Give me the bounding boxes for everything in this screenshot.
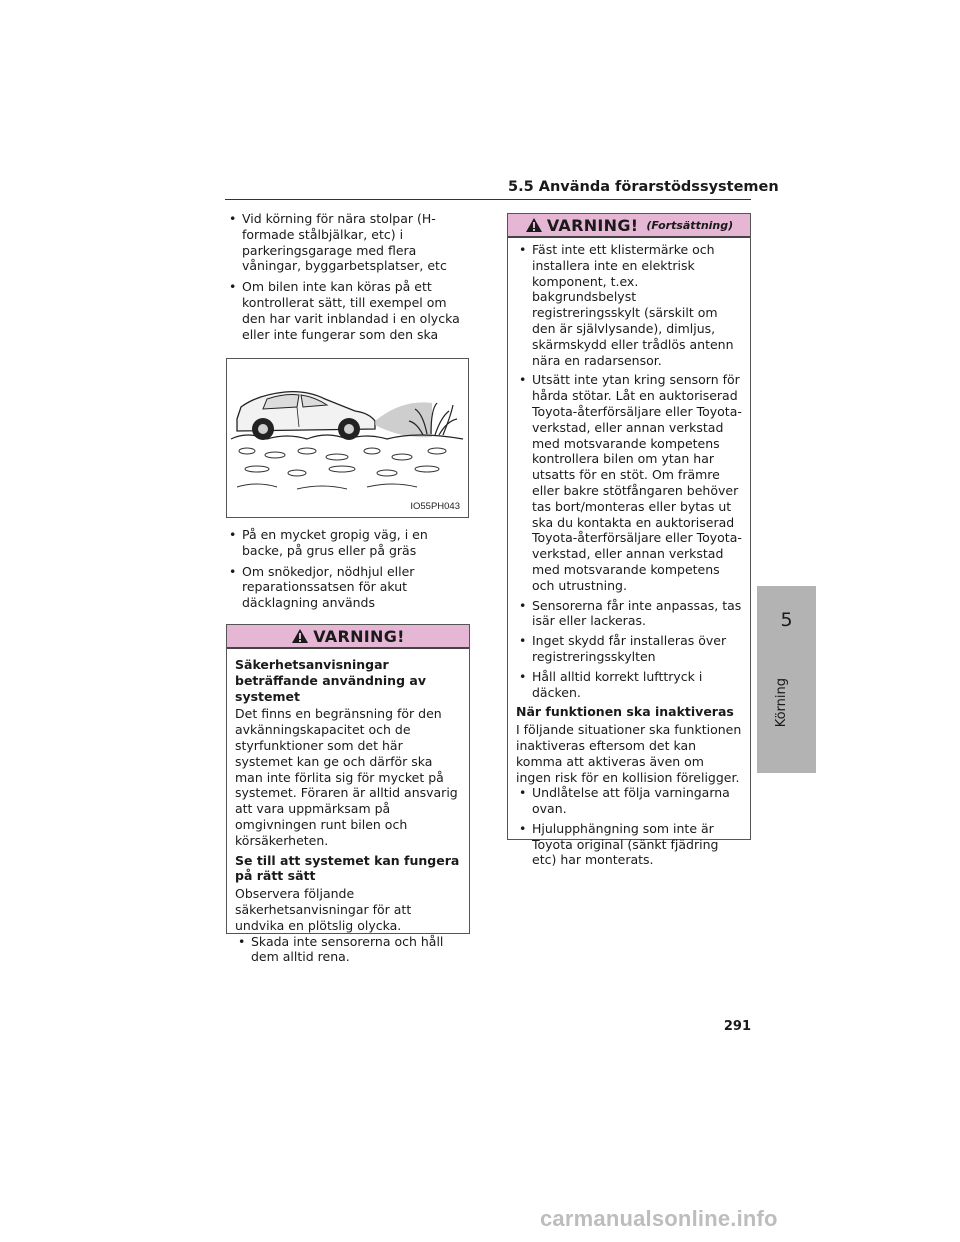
warning-triangle-icon <box>291 628 309 644</box>
warning-title: VARNING! <box>546 215 639 235</box>
bullet-list-bottom <box>226 527 470 616</box>
figure-car-rough-road <box>226 358 469 518</box>
car-illustration <box>227 359 468 517</box>
list-item: • Om bilen inte kan köras på ett kontrollerat sätt, till exempel om den har varit inblandad i en olycka eller inte fungerar som den ska <box>226 279 470 342</box>
header-rule <box>225 199 751 200</box>
warning-paragraph: I följande situationer ska funktionen inaktiveras eftersom det kan komma att aktiveras även om ingen risk för en kollision föreligger. <box>516 722 742 785</box>
list-item: • Hjulupphängning som inte är Toyota original (sänkt fjädring etc) har monterats. <box>516 821 742 868</box>
warning-paragraph: Observera följande säkerhetsanvisningar för att undvika en plötslig olycka. <box>235 886 412 933</box>
page-number: 291 <box>723 1019 751 1034</box>
figure-code: IO55PH043 <box>410 501 460 512</box>
warning-box-left <box>226 624 470 965</box>
list-item: • Håll alltid korrekt lufttryck i däcken. <box>516 669 742 701</box>
bullet-list-top <box>226 211 470 347</box>
list-item: • Inget skydd får installeras över registreringsskylten <box>516 633 742 665</box>
chapter-label: Körning <box>774 678 789 728</box>
warning-bullets <box>516 785 742 868</box>
list-item: • Om snökedjor, nödhjul eller reparationssatsen för akut däcklagning används <box>226 564 470 611</box>
warning-heading: När funktionen ska inaktiveras <box>516 704 734 720</box>
warning-triangle-icon <box>525 217 543 233</box>
warning-heading: Säkerhetsanvisningar beträffande användning av systemet <box>235 657 426 704</box>
list-item: • Undlåtelse att följa varningarna ovan. <box>516 785 742 817</box>
warning-title: VARNING! <box>313 626 405 646</box>
warning-bullets <box>235 934 461 966</box>
section-title: 5.5 Använda förarstödssystemen <box>508 179 779 195</box>
warning-header <box>227 625 469 649</box>
list-item: • Sensorerna får inte anpassas, tas isär eller lackeras. <box>516 598 742 630</box>
list-item: • Utsätt inte ytan kring sensorn för hårda stötar. Låt en auktoriserad Toyota-återförsäljare eller Toyota-verkstad, eller annan verkstad med motsvarande kompetens kontrollera bilen om ytan har utsatts för en stöt. Om främre eller bakre stötfångaren behöver tas bort/monteras eller bytas ut ska du kontakta en auktoriserad Toyota-återförsäljare eller Toyota-verkstad, eller annan verkstad med motsvarande kompetens och utrustning. <box>516 372 742 593</box>
list-item: • Skada inte sensorerna och håll dem alltid rena. <box>235 934 461 966</box>
warning-bullets <box>516 242 742 700</box>
list-item: • På en mycket gropig väg, i en backe, på grus eller på gräs <box>226 527 470 559</box>
warning-heading: Se till att systemet kan fungera på rätt sätt <box>235 852 460 884</box>
list-item: • Vid körning för nära stolpar (H-formade stålbjälkar, etc) i parkeringsgarage med flera våningar, byggarbetsplatser, etc <box>226 211 470 274</box>
chapter-number: 5 <box>780 609 793 631</box>
warning-continued: (Fortsättning) <box>646 218 734 232</box>
chapter-side-tab <box>757 586 816 773</box>
warning-paragraph: Det finns en begränsning för den avkänningskapacitet och de styrfunktioner som det här systemet kan ge och därför ska man inte förlita sig för mycket på systemet. Föraren är alltid ansvarig att vara uppmärksam på omgivningen runt bilen och körsäkerheten. <box>235 706 458 848</box>
watermark: carmanualsonline.info <box>540 1206 778 1231</box>
warning-box-right <box>507 213 751 868</box>
list-item: • Fäst inte ett klistermärke och installera inte en elektrisk komponent, t.ex. bakgrundsbelyst registreringsskylt (särskilt om den är självlysande), dimljus, skärmskydd eller trådlös antenn nära en radarsensor. <box>516 242 742 368</box>
warning-header <box>508 214 750 238</box>
